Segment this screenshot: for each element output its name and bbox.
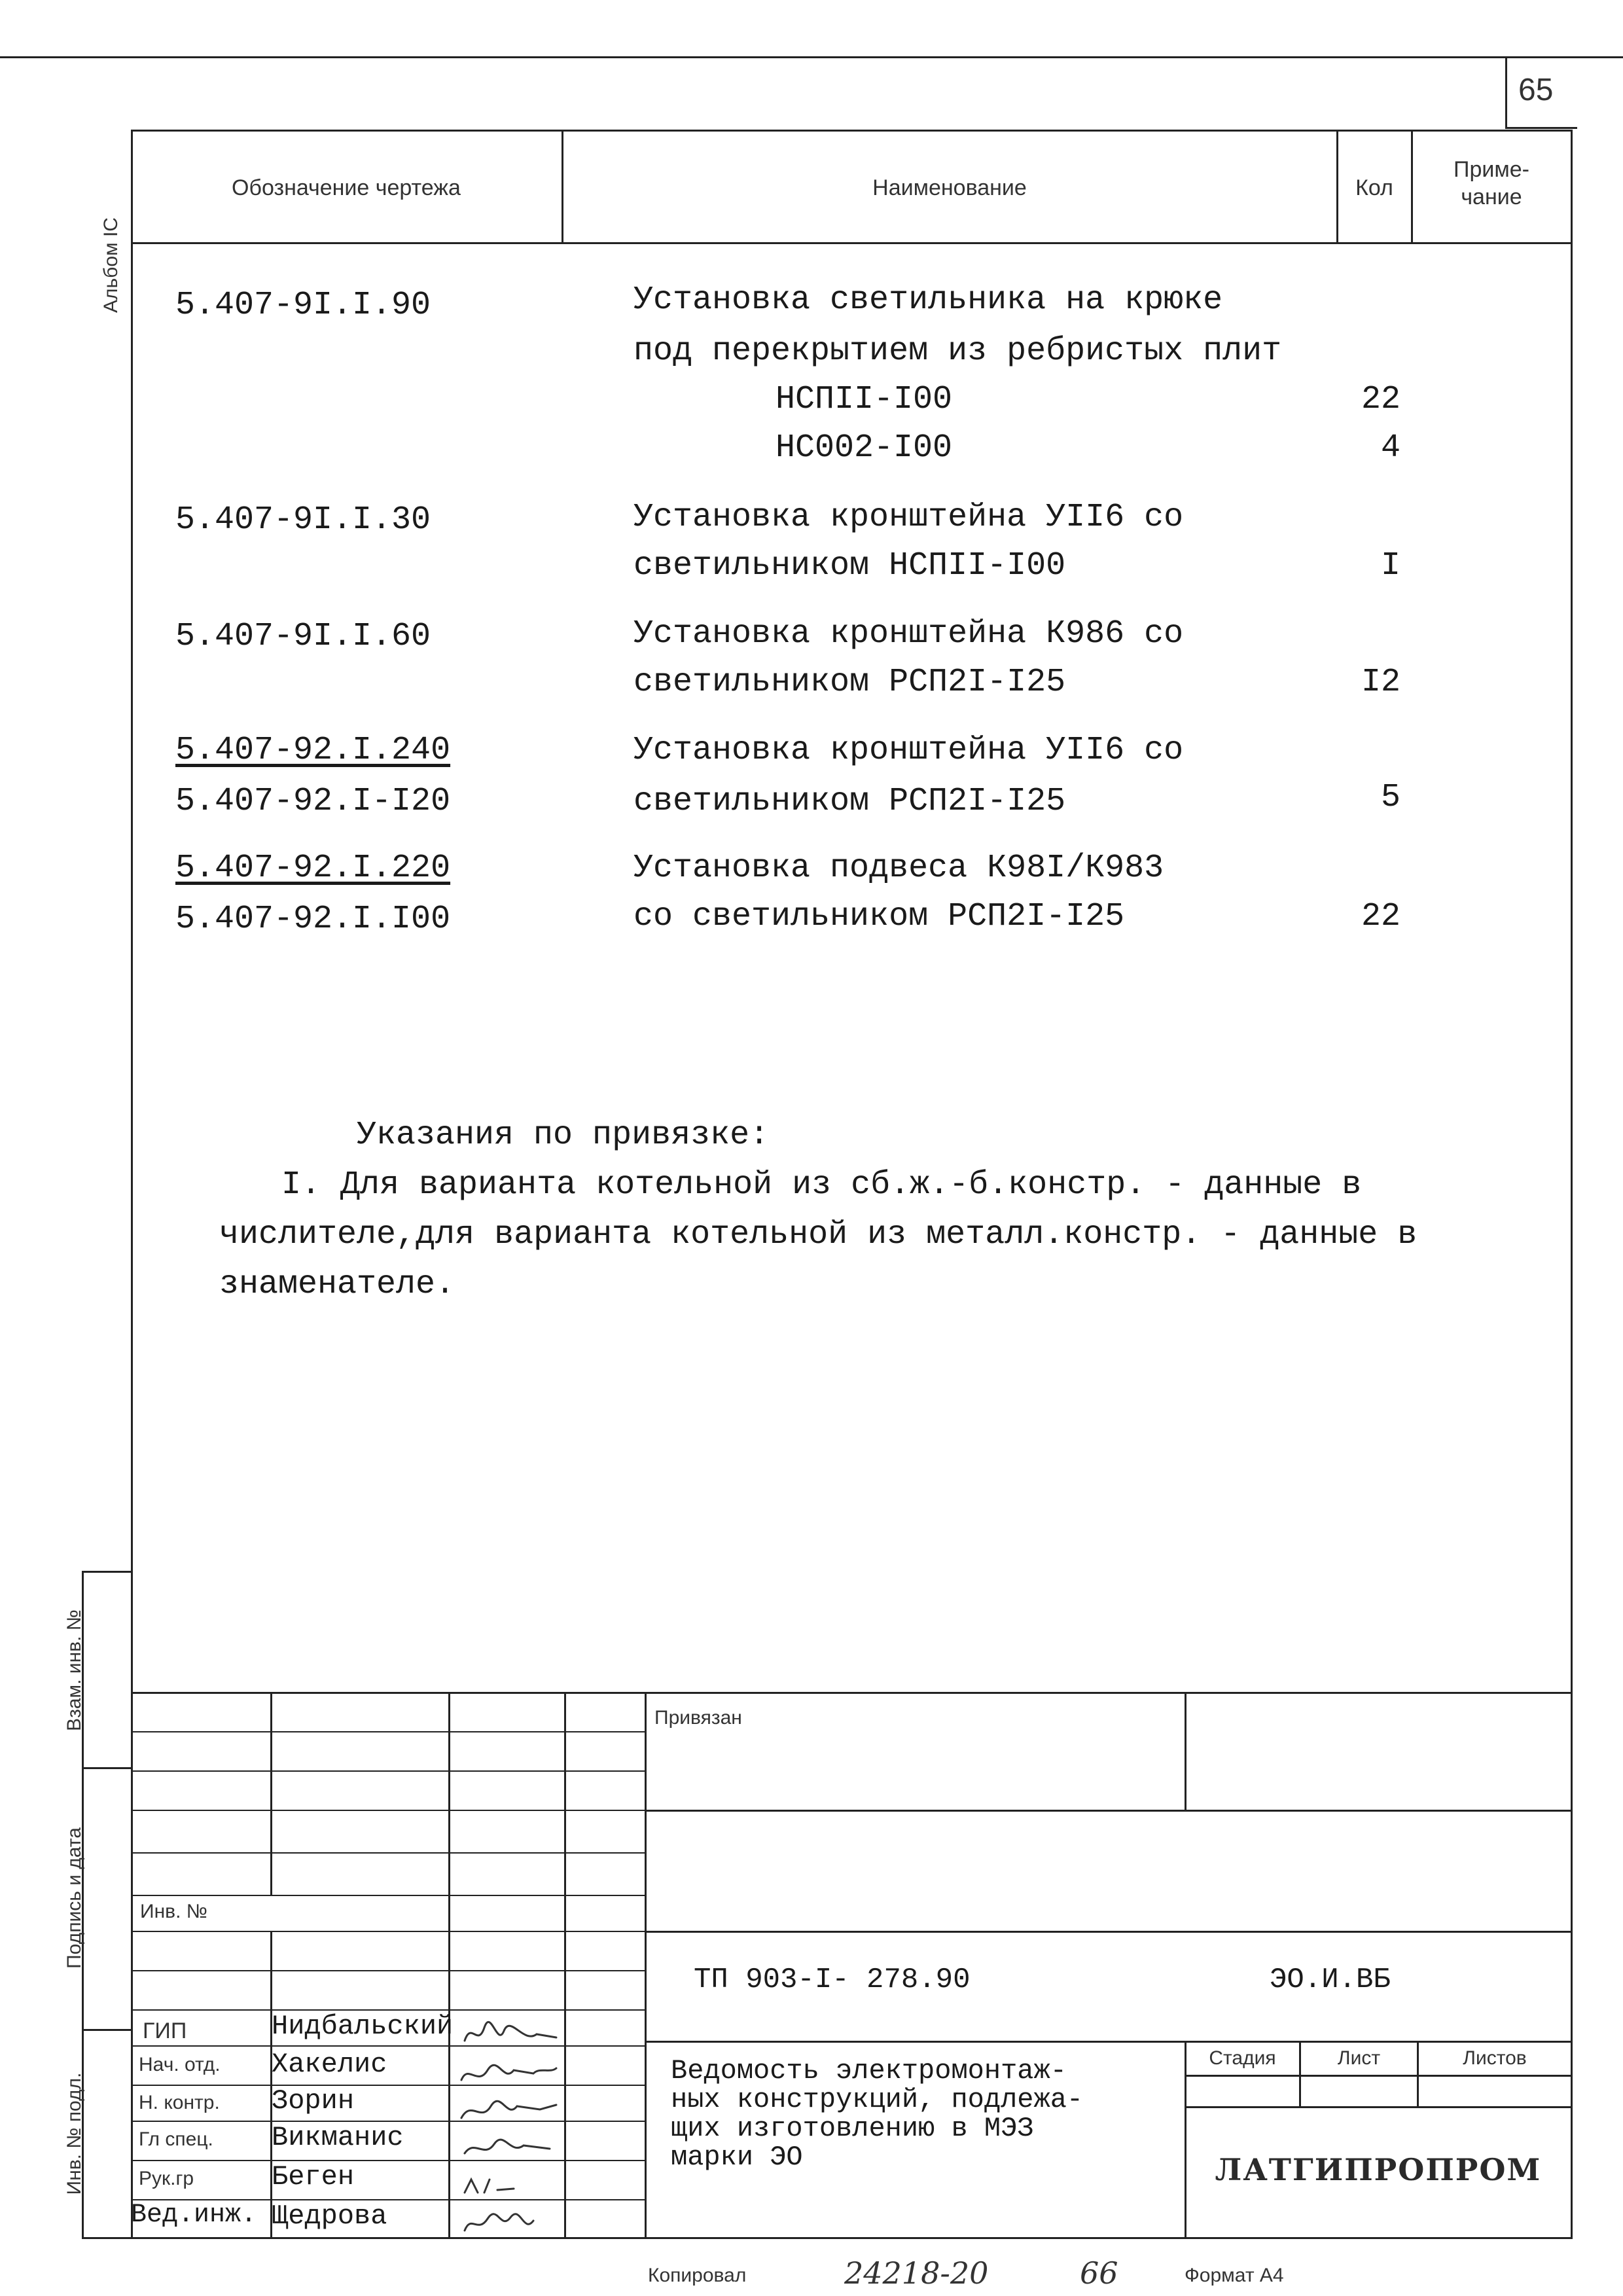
side-stamp-div1 — [82, 1767, 133, 1769]
row3-designation: 5.407-9I.I.60 — [175, 618, 431, 655]
row3-name-2: светильником РСП2I-I25 — [633, 664, 1066, 701]
notes-line-1: I. Для варианта котельной из сб.ж.-б.констр. - данные в — [281, 1166, 1362, 1204]
signature-gl-spec — [465, 2140, 550, 2153]
tb-role-ved-inzh: Вед.инж. — [131, 2200, 257, 2230]
row2-designation: 5.407-9I.I.30 — [175, 501, 431, 539]
tb-name-gl-spec: Викманис — [272, 2122, 404, 2153]
side-stamp-zam: Взам. инв. № — [63, 1609, 85, 1731]
frame-top — [131, 130, 1573, 132]
tb-top — [131, 1692, 1573, 1694]
signature-nach-otd — [461, 2065, 556, 2080]
row5-name-2: со светильником РСП2I-I25 — [633, 898, 1125, 935]
tb-stage-bottom — [1185, 2106, 1573, 2108]
page-number-box-left — [1505, 56, 1507, 128]
side-stamp-top — [82, 1571, 133, 1573]
side-stamp-div2 — [82, 2029, 133, 2031]
tb-grid-h3 — [131, 1810, 645, 1811]
side-stamp-inv: Инв. № подл. — [63, 2072, 85, 2195]
tb-grid-v3 — [564, 1692, 566, 2238]
tb-code-bottom — [645, 2041, 1573, 2043]
header-note-line1: Приме- — [1454, 157, 1529, 182]
tb-grid-h1 — [131, 1731, 645, 1732]
row2-name-1: Установка кронштейна УII6 со — [633, 499, 1184, 536]
row5-name-1: Установка подвеса К98I/К983 — [633, 850, 1164, 887]
footer-copy-page: 66 — [1080, 2255, 1118, 2291]
tb-stage-left — [1185, 2041, 1186, 2238]
tb-grid-h5 — [131, 1895, 645, 1896]
row5-designation-numerator: 5.407-92.I.220 — [175, 850, 451, 887]
row4-name-1: Установка кронштейна УII6 со — [633, 732, 1184, 769]
frame-left — [131, 130, 133, 2238]
row2-qty: I — [1380, 547, 1400, 584]
tb-organization: ЛАТГИПРОПРОМ — [1215, 2152, 1542, 2187]
frame-right — [1571, 130, 1573, 2238]
frame-bottom — [131, 2237, 1573, 2239]
tb-title-1: Ведомость электромонтаж- — [671, 2055, 1067, 2087]
tb-title-2: ных конструкций, подлежа- — [671, 2084, 1084, 2115]
header-qty: Кол — [1355, 175, 1393, 200]
tb-role-nach-otd: Нач. отд. — [139, 2054, 221, 2075]
header-designation: Обозначение чертежа — [232, 175, 461, 200]
signature-ruk-gr — [465, 2179, 514, 2193]
tb-name-gip: Нидбальский — [272, 2011, 454, 2042]
row3-name-1: Установка кронштейна К986 со — [633, 615, 1184, 653]
tb-sheets: Листов — [1463, 2047, 1527, 2069]
tb-doc-code: ТП 903-I- 278.90 — [694, 1964, 971, 1996]
row4-name-2: светильником РСП2I-I25 — [633, 783, 1066, 820]
row1-name-1: Установка светильника на крюке — [633, 281, 1223, 319]
tb-grid-h2 — [131, 1770, 645, 1772]
side-stamp-bottom — [82, 2237, 133, 2239]
tb-grid-h6 — [131, 1931, 645, 1932]
tb-privyazan-divider — [1185, 1692, 1186, 1810]
notes-line-3: знаменателе. — [219, 1266, 455, 1303]
footer-copied: Копировал — [648, 2265, 747, 2286]
tb-doc-mark: ЭО.И.ВБ — [1270, 1964, 1391, 1996]
footer-format: Формат А4 — [1185, 2265, 1284, 2286]
tb-title-4: марки ЭО — [671, 2142, 803, 2173]
tb-title-3: щих изготовлению в МЭЗ — [671, 2113, 1034, 2144]
tb-role-gip: ГИП — [143, 2018, 187, 2043]
tb-name-n-kontr: Зорин — [272, 2085, 355, 2117]
tb-name-nach-otd: Хакелис — [272, 2049, 387, 2080]
tb-stage-mid — [1185, 2075, 1573, 2077]
page-number: 65 — [1518, 73, 1554, 107]
tb-code-top — [645, 1931, 1573, 1933]
page-number-box-bottom — [1505, 127, 1577, 129]
row1-name-2: под перекрытием из ребристых плит — [633, 332, 1282, 370]
tb-role-n-kontr: Н. контр. — [139, 2092, 220, 2113]
tb-privyazan: Привязан — [654, 1707, 742, 1729]
row4-designation-numerator: 5.407-92.I.240 — [175, 732, 451, 769]
signature-n-kontr — [461, 2101, 556, 2118]
row2-name-2: светильником НСПII-I00 — [633, 547, 1066, 584]
row5-qty: 22 — [1361, 898, 1400, 935]
notes-line-2: числителе,для варианта котельной из металл.констр. - данные в — [219, 1216, 1418, 1253]
tb-main-divider — [645, 1692, 647, 2238]
row1-qty-2: 4 — [1380, 429, 1400, 467]
tb-grid-v2 — [448, 1692, 450, 2238]
tb-name-ved-inzh: Щедрова — [272, 2200, 387, 2232]
row1-name-4: НС002-I00 — [776, 429, 953, 467]
tb-privyazan-bottom — [645, 1810, 1573, 1812]
row1-designation: 5.407-9I.I.90 — [175, 287, 431, 324]
footer-copy-number: 24218-20 — [844, 2255, 989, 2291]
row1-qty-1: 22 — [1361, 381, 1400, 418]
row4-qty: 5 — [1380, 779, 1400, 816]
tb-sheet: Лист — [1337, 2047, 1381, 2069]
tb-name-ruk-gr: Беген — [272, 2161, 355, 2193]
tb-grid-h10 — [131, 2085, 645, 2086]
tb-stage: Стадия — [1209, 2047, 1276, 2069]
row4-designation-denominator: 5.407-92.I-I20 — [175, 783, 451, 820]
row3-qty: I2 — [1361, 664, 1400, 701]
notes-title: Указания по привязке: — [357, 1117, 770, 1154]
tb-grid-h7 — [131, 1970, 645, 1971]
tb-grid-h12 — [131, 2160, 645, 2161]
tb-grid-v1a — [270, 1692, 272, 1895]
tb-role-gl-spec: Гл спец. — [139, 2128, 213, 2150]
signature-ved-inzh — [465, 2214, 533, 2231]
tb-inv-no: Инв. № — [140, 1901, 207, 1922]
album-label: Альбом IC — [100, 217, 122, 313]
signature-gip — [465, 2022, 556, 2041]
side-stamp-podpis: Подпись и дата — [63, 1827, 85, 1969]
tb-grid-h9 — [131, 2045, 645, 2047]
top-rule — [0, 56, 1623, 58]
header-bottom-rule — [131, 242, 1573, 244]
signatures-graphic — [452, 2008, 563, 2237]
header-name: Наименование — [872, 175, 1027, 200]
header-note-line2: чание — [1461, 185, 1522, 209]
row5-designation-denominator: 5.407-92.I.I00 — [175, 901, 451, 938]
row1-name-3: НСПII-I00 — [776, 381, 953, 418]
tb-grid-h4 — [131, 1852, 645, 1854]
tb-role-ruk-gr: Рук.гр — [139, 2168, 194, 2189]
